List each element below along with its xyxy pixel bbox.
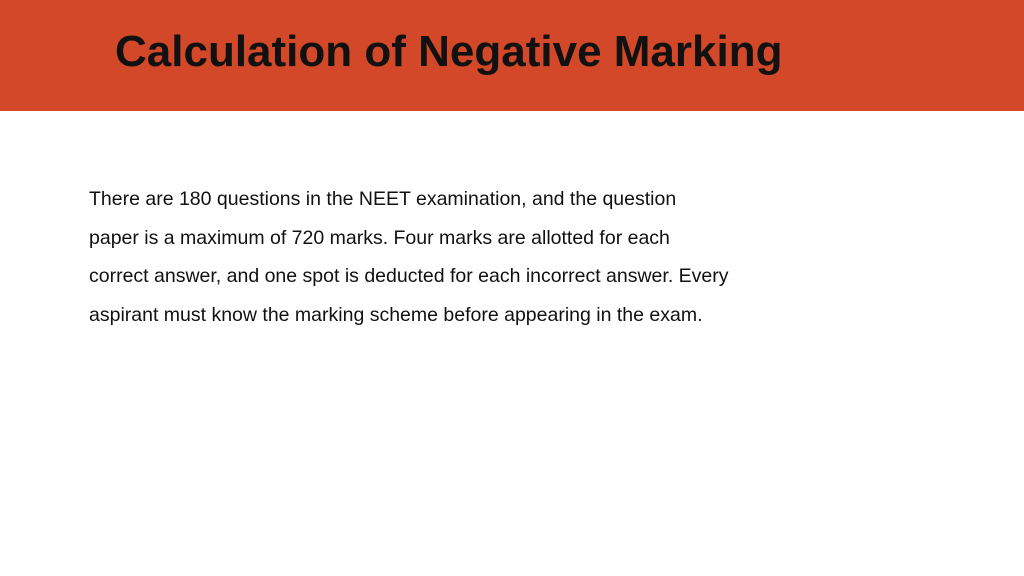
- paragraph-line: aspirant must know the marking scheme before appearing in the exam.: [89, 303, 703, 326]
- paragraph-line: paper is a maximum of 720 marks. Four marks are allotted for each: [89, 226, 670, 249]
- slide-body-paragraph: [89, 180, 809, 334]
- title-banner: [0, 0, 1024, 111]
- slide-title: Calculation of Negative Marking: [115, 27, 783, 76]
- paragraph-line: correct answer, and one spot is deducted for each incorrect answer. Every: [89, 265, 729, 287]
- paragraph-line: There are 180 questions in the NEET examination, and the question: [89, 188, 677, 210]
